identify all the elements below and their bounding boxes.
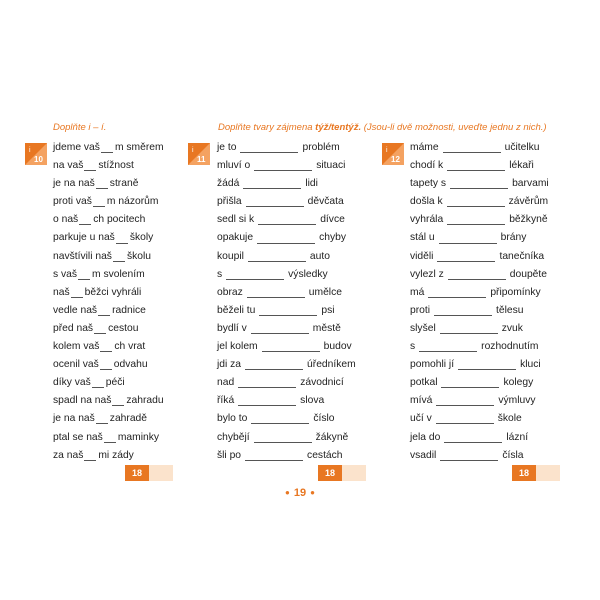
row-suffix-text: m názorům: [106, 196, 159, 208]
exercise-row: [217, 266, 356, 284]
row-prefix-text: říká: [217, 395, 235, 407]
row-prefix-text: učí v: [410, 413, 432, 425]
row-suffix-text: maminky: [117, 431, 160, 443]
exercise-row: [217, 284, 356, 302]
answer-blank[interactable]: [243, 177, 301, 189]
svg-text:11: 11: [197, 155, 206, 164]
answer-blank[interactable]: [436, 394, 494, 406]
row-prefix-text: bydlí v: [217, 322, 247, 334]
row-prefix-text: potkal: [410, 377, 438, 389]
row-prefix-text: s: [217, 268, 223, 280]
row-prefix-text: o naš: [53, 214, 79, 226]
row-prefix-text: mívá: [410, 395, 433, 407]
score-input[interactable]: [536, 465, 560, 481]
answer-blank[interactable]: [246, 195, 304, 207]
exercise-row: [53, 139, 164, 157]
exercise-row: [410, 374, 549, 392]
score-box-3: [512, 465, 560, 481]
row-prefix-text: opakuje: [217, 232, 254, 244]
answer-blank[interactable]: [93, 195, 105, 207]
answer-blank[interactable]: [112, 394, 124, 406]
exercise-row: [53, 284, 164, 302]
score-box-2: [318, 465, 366, 481]
row-prefix-text: jdeme vaš: [53, 142, 100, 153]
row-prefix-text: díky vaš: [53, 377, 91, 389]
answer-blank[interactable]: [84, 159, 96, 171]
exercise-row: [410, 211, 549, 229]
answer-blank[interactable]: [440, 322, 498, 334]
answer-blank[interactable]: [96, 177, 108, 189]
row-suffix-text: brány: [500, 232, 527, 244]
row-prefix-text: proti: [410, 304, 431, 316]
row-suffix-text: tanečníka: [499, 250, 545, 262]
answer-blank[interactable]: [92, 376, 104, 388]
row-suffix-text: lázní: [506, 431, 529, 443]
answer-blank[interactable]: [419, 340, 477, 352]
exercise-row: [53, 302, 164, 320]
row-suffix-text: straně: [109, 178, 139, 190]
row-prefix-text: vedle naš: [53, 304, 98, 316]
answer-blank[interactable]: [101, 141, 113, 153]
exercise1-instruction: Doplňte i – í.: [53, 122, 107, 133]
row-suffix-text: připomínky: [490, 286, 541, 298]
exercise-row: [410, 356, 549, 374]
exercise-row: [410, 447, 549, 465]
svg-text:12: 12: [391, 155, 400, 164]
row-suffix-text: žákyně: [315, 431, 349, 443]
row-suffix-text: tělesu: [496, 304, 524, 316]
row-prefix-text: přišla: [217, 196, 242, 208]
answer-blank[interactable]: [116, 232, 128, 244]
row-prefix-text: šli po: [217, 449, 242, 461]
exercise2-instruction: Doplňte tvary zájmena týž/tentýž. (Jsou-li dvě možnosti, uveďte jednu z nich.): [218, 122, 547, 133]
row-suffix-text: m svolením: [92, 268, 145, 280]
row-prefix-text: je na naš: [53, 178, 95, 190]
exercise-row: [217, 139, 356, 157]
exercise-row: [410, 338, 549, 356]
row-suffix-text: závěrům: [508, 196, 549, 208]
row-prefix-text: chybějí: [217, 431, 250, 443]
row-suffix-text: zahradě: [109, 413, 148, 425]
exercise-row: [217, 302, 356, 320]
row-suffix-text: doupěte: [509, 268, 547, 280]
row-suffix-text: ch vrat: [114, 341, 146, 353]
exercise-row: [53, 356, 164, 374]
row-prefix-text: jel kolem: [217, 341, 258, 353]
answer-blank[interactable]: [440, 449, 498, 461]
row-suffix-text: běžci vyhráli: [84, 286, 142, 298]
row-suffix-text: problém: [302, 142, 340, 153]
answer-blank[interactable]: [238, 394, 296, 406]
row-prefix-text: s: [410, 341, 416, 353]
row-suffix-text: kluci: [520, 359, 541, 371]
row-prefix-text: tapety s: [410, 178, 447, 190]
exercise-row: [217, 447, 356, 465]
row-prefix-text: vyhrála: [410, 214, 444, 226]
exercise-row: [217, 229, 356, 247]
answer-blank[interactable]: [100, 340, 112, 352]
answer-blank[interactable]: [96, 412, 108, 424]
answer-blank[interactable]: [450, 177, 508, 189]
answer-blank[interactable]: [448, 268, 506, 280]
answer-blank[interactable]: [226, 268, 284, 280]
row-prefix-text: před naš: [53, 322, 94, 334]
exercise-row: [217, 157, 356, 175]
answer-blank[interactable]: [79, 213, 91, 225]
answer-blank[interactable]: [94, 322, 106, 334]
row-prefix-text: máme: [410, 142, 439, 153]
row-prefix-text: koupil: [217, 250, 244, 262]
score-value: 18: [318, 465, 342, 481]
row-prefix-text: pomohli jí: [410, 359, 455, 371]
exercise-row: [217, 356, 356, 374]
row-suffix-text: chyby: [319, 232, 346, 244]
answer-blank[interactable]: [444, 431, 502, 443]
row-suffix-text: ch pocitech: [93, 214, 146, 226]
exercise-row: [410, 320, 549, 338]
score-value: 18: [512, 465, 536, 481]
row-suffix-text: cestách: [307, 449, 343, 461]
exercise-row: [53, 447, 164, 465]
answer-blank[interactable]: [443, 141, 501, 153]
score-box-1: [125, 465, 173, 481]
row-suffix-text: číslo: [313, 413, 335, 425]
row-prefix-text: za naš: [53, 449, 84, 461]
row-suffix-text: stížnost: [98, 160, 134, 172]
answer-blank[interactable]: [248, 250, 306, 262]
row-prefix-text: spadl na naš: [53, 395, 112, 407]
answer-blank[interactable]: [458, 358, 516, 370]
answer-blank[interactable]: [441, 376, 499, 388]
row-suffix-text: škole: [497, 413, 522, 425]
answer-blank[interactable]: [98, 304, 110, 316]
row-prefix-text: žádá: [217, 178, 240, 190]
exercise-row: [53, 157, 164, 175]
row-prefix-text: na vaš: [53, 160, 84, 172]
row-prefix-text: je na naš: [53, 413, 95, 425]
answer-blank[interactable]: [428, 286, 486, 298]
exercise-row: [53, 229, 164, 247]
row-suffix-text: psi: [321, 304, 335, 316]
exercise-badge-10: [25, 143, 47, 165]
row-prefix-text: je to: [217, 142, 237, 153]
row-prefix-text: chodí k: [410, 160, 444, 172]
row-prefix-text: viděli: [410, 250, 434, 262]
row-suffix-text: umělce: [308, 286, 342, 298]
exercise-row: [53, 320, 164, 338]
row-suffix-text: auto: [309, 250, 330, 262]
exercise-row: [217, 211, 356, 229]
exercise-row: [410, 266, 549, 284]
row-suffix-text: dívce: [320, 214, 345, 226]
row-suffix-text: školu: [126, 250, 151, 262]
row-prefix-text: ocenil vaš: [53, 359, 99, 371]
row-prefix-text: ptal se naš: [53, 431, 103, 443]
row-prefix-text: vsadil: [410, 449, 437, 461]
row-suffix-text: budov: [323, 341, 352, 353]
exercise-row: [53, 429, 164, 447]
answer-blank[interactable]: [104, 431, 116, 443]
answer-blank[interactable]: [245, 358, 303, 370]
row-suffix-text: lékaři: [509, 160, 534, 172]
row-suffix-text: kolegy: [503, 377, 534, 389]
score-input[interactable]: [342, 465, 366, 481]
exercise-row: [217, 374, 356, 392]
row-suffix-text: slova: [300, 395, 325, 407]
answer-blank[interactable]: [257, 232, 315, 244]
answer-blank[interactable]: [245, 449, 303, 461]
row-suffix-text: rozhodnutím: [481, 341, 539, 353]
row-suffix-text: cestou: [108, 322, 139, 334]
row-suffix-text: radnice: [112, 304, 146, 316]
row-suffix-text: odvahu: [113, 359, 148, 371]
answer-blank[interactable]: [238, 376, 296, 388]
exercise-row: [53, 175, 164, 193]
answer-blank[interactable]: [436, 412, 494, 424]
row-prefix-text: bylo to: [217, 413, 248, 425]
row-prefix-text: parkuje u naš: [53, 232, 115, 244]
row-prefix-text: slyšel: [410, 322, 436, 334]
row-suffix-text: lidi: [305, 178, 318, 190]
svg-text:i: i: [192, 147, 194, 154]
score-value: 18: [125, 465, 149, 481]
exercise-row: [410, 284, 549, 302]
row-suffix-text: výsledky: [288, 268, 328, 280]
row-suffix-text: výmluvy: [498, 395, 536, 407]
exercise-row: [410, 392, 549, 410]
exercise-row: [217, 429, 356, 447]
exercise-row: [217, 175, 356, 193]
answer-blank[interactable]: [439, 232, 497, 244]
exercise-row: [53, 193, 164, 211]
row-prefix-text: proti vaš: [53, 196, 92, 208]
row-prefix-text: má: [410, 286, 425, 298]
row-suffix-text: zvuk: [501, 322, 523, 334]
answer-blank[interactable]: [447, 159, 505, 171]
row-suffix-text: úředníkem: [307, 359, 356, 371]
answer-blank[interactable]: [78, 268, 90, 280]
row-prefix-text: jela do: [410, 431, 441, 443]
exercise-badge-12: [382, 143, 404, 165]
exercise1-list: [53, 139, 164, 465]
exercise-row: [410, 175, 549, 193]
exercise-row: [53, 338, 164, 356]
row-prefix-text: nad: [217, 377, 235, 389]
exercise-row: [53, 374, 164, 392]
exercise-row: [410, 410, 549, 428]
row-prefix-text: mluví o: [217, 160, 251, 172]
exercise-row: [53, 410, 164, 428]
row-prefix-text: běželi tu: [217, 304, 256, 316]
row-suffix-text: závodnicí: [300, 377, 344, 389]
svg-text:i: i: [29, 147, 31, 154]
answer-blank[interactable]: [247, 286, 305, 298]
exercise-row: [410, 302, 549, 320]
exercise-row: [410, 229, 549, 247]
answer-blank[interactable]: [71, 286, 83, 298]
row-suffix-text: učitelku: [504, 142, 540, 153]
exercise3-list: [410, 139, 549, 465]
exercise-row: [410, 139, 549, 157]
answer-blank[interactable]: [254, 431, 312, 443]
row-prefix-text: naš: [53, 286, 70, 298]
answer-blank[interactable]: [434, 304, 492, 316]
row-suffix-text: mi zády: [98, 449, 134, 461]
answer-blank[interactable]: [259, 304, 317, 316]
row-suffix-text: děvčata: [307, 196, 344, 208]
row-suffix-text: situaci: [316, 160, 346, 172]
row-suffix-text: čísla: [502, 449, 524, 461]
row-prefix-text: sedl si k: [217, 214, 255, 226]
exercise-row: [53, 266, 164, 284]
answer-blank[interactable]: [113, 250, 125, 262]
answer-blank[interactable]: [437, 250, 495, 262]
answer-blank[interactable]: [254, 159, 312, 171]
svg-text:10: 10: [34, 155, 43, 164]
answer-blank[interactable]: [447, 195, 505, 207]
answer-blank[interactable]: [100, 358, 112, 370]
svg-text:i: i: [386, 147, 388, 154]
row-prefix-text: došla k: [410, 196, 443, 208]
row-prefix-text: stál u: [410, 232, 435, 244]
exercise-row: [53, 392, 164, 410]
page-number: ● 19 ●: [285, 487, 315, 499]
exercise-row: [410, 157, 549, 175]
answer-blank[interactable]: [447, 213, 505, 225]
exercise-row: [410, 248, 549, 266]
exercise-row: [410, 193, 549, 211]
row-prefix-text: s vaš: [53, 268, 78, 280]
row-prefix-text: jdi za: [217, 359, 242, 371]
answer-blank[interactable]: [251, 322, 309, 334]
row-suffix-text: městě: [312, 322, 341, 334]
row-suffix-text: zahradu: [126, 395, 164, 407]
exercise-badge-11: [188, 143, 210, 165]
exercise-row: [410, 429, 549, 447]
answer-blank[interactable]: [240, 141, 298, 153]
exercise-row: [217, 193, 356, 211]
answer-blank[interactable]: [84, 449, 96, 461]
exercise-row: [217, 410, 356, 428]
score-input[interactable]: [149, 465, 173, 481]
row-suffix-text: m směrem: [114, 142, 164, 153]
row-suffix-text: péči: [105, 377, 125, 389]
exercise-row: [217, 392, 356, 410]
exercise-row: [217, 338, 356, 356]
row-prefix-text: vylezl z: [410, 268, 444, 280]
exercise2-list: [217, 139, 356, 465]
answer-blank[interactable]: [258, 213, 316, 225]
answer-blank[interactable]: [251, 412, 309, 424]
row-prefix-text: navštívili naš: [53, 250, 112, 262]
exercise-row: [53, 211, 164, 229]
row-suffix-text: barvami: [512, 178, 549, 190]
row-suffix-text: školy: [129, 232, 154, 244]
row-suffix-text: běžkyně: [509, 214, 548, 226]
answer-blank[interactable]: [262, 340, 320, 352]
exercise-row: [217, 248, 356, 266]
exercise-row: [217, 320, 356, 338]
row-prefix-text: obraz: [217, 286, 243, 298]
row-prefix-text: kolem vaš: [53, 341, 100, 353]
exercise-row: [53, 248, 164, 266]
